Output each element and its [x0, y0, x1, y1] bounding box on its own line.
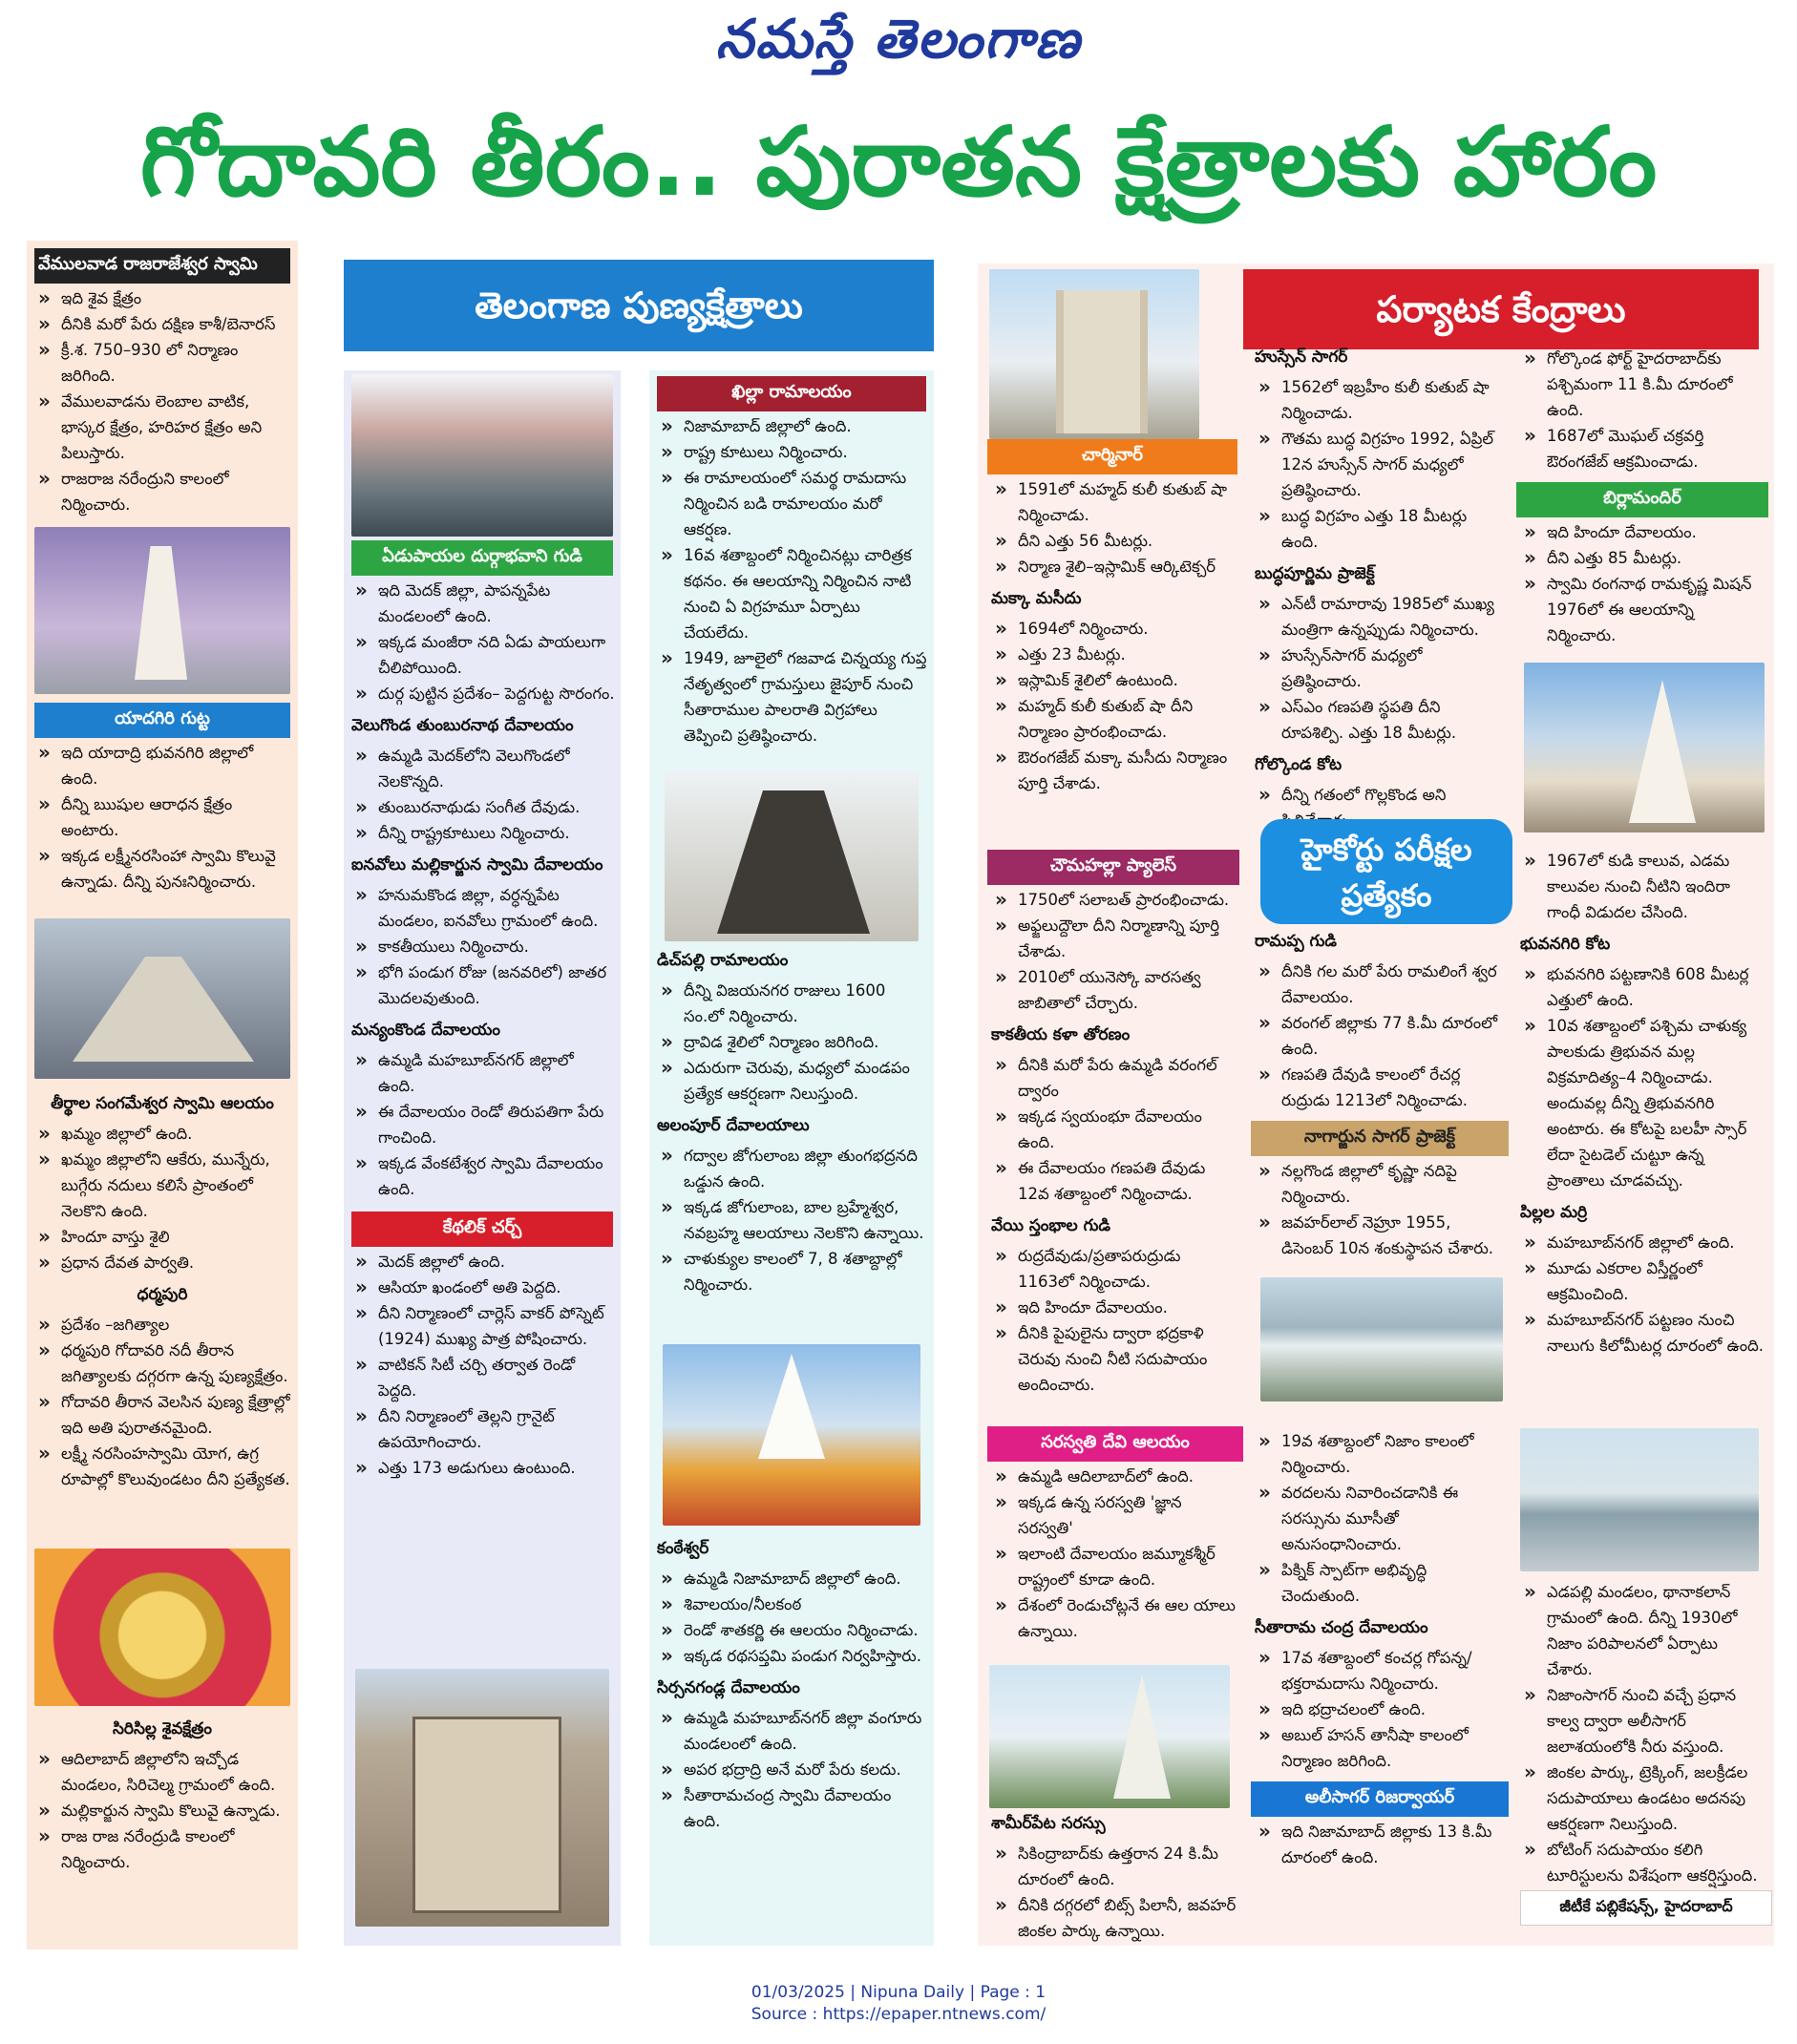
list-item: » ఇది భద్రాచలంలో ఉంది.	[1253, 1696, 1507, 1722]
list-item: » నిజామాబాద్ జిల్లాలో ఉంది.	[655, 413, 928, 439]
ramappa-list	[1247, 957, 1512, 1119]
masthead-logo: నమస్తే తెలంగాణ	[715, 8, 1082, 71]
list-item: » నిర్మాణ శైలి–ఇస్లామిక్ ఆర్కిటెక్చర్	[989, 554, 1236, 579]
dharmapuri-list	[27, 1310, 298, 1498]
thousand-list	[983, 1241, 1243, 1403]
list-item: » ఇక్కడ స్వయంభూ దేవాలయం ఉంది.	[989, 1104, 1237, 1155]
list-item: » ఖమ్మం జిల్లాలోని ఆకేరు, మున్నేరు, బుగ్గేరు నదులు కలిసే ప్రాంతంలో నెలకొని ఉంది.	[32, 1147, 292, 1224]
list-item: » దీనికి గల మరో పేరు రామలింగే శ్వర దేవాలయం.	[1253, 959, 1507, 1010]
list-item: » దుర్గ పుట్టిన ప్రదేశం– పెద్దగుట్ట సొరంగం.	[349, 681, 615, 706]
list-item: » గోల్కొండ ఫోర్ట్ హైదరాబాద్‌కు పశ్చిమంగా 11 కి.మీ దూరంలో ఉంది.	[1518, 346, 1766, 423]
list-item: » మల్లికార్జున స్వామి కొలువై ఉన్నాడు.	[32, 1798, 292, 1823]
middle-column-2	[649, 370, 934, 1946]
list-item: » దీని నిర్మాణంలో చార్లెస్ వాకర్ పోస్నెట్ (1924) ముఖ్య పాత్ర పోషించారు.	[349, 1300, 615, 1352]
list-item: » ఇక్కడ ఉన్న సరస్వతి 'జ్ఞాన సరస్వతి'	[989, 1489, 1241, 1541]
list-item: » హుస్సేన్‌సాగర్ మధ్యలో ప్రతిష్ఠించారు.	[1253, 643, 1507, 694]
list-item: » వాటికన్ సిటీ చర్చి తర్వాత రెండో పెద్దది.	[349, 1352, 615, 1403]
list-item: » అపర భద్రాద్రి అనే మరో పేరు కలదు.	[655, 1757, 928, 1782]
list-item: » ఇస్లామిక్ శైలిలో ఉంటుంది.	[989, 667, 1236, 693]
hussain-title: హుస్సేన్ సాగర్	[1255, 348, 1348, 367]
list-item: » ఉమ్మడి మహబూబ్‌నగర్ జిల్లాలో ఉంది.	[349, 1047, 615, 1099]
list-item: » ఎదురుగా చెరువు, మధ్యలో మండపం ప్రత్యేక ఆకర్షణగా నిలుస్తుంది.	[655, 1055, 928, 1106]
list-item: » చాళుక్యుల కాలంలో 7, 8 శతాబ్దాల్లో నిర్మించారు.	[655, 1246, 928, 1297]
list-item: » భోగి పండుగ రోజు (జనవరిలో) జాతర మొదలవుతుంది.	[349, 959, 615, 1011]
list-item: » ఇక్కడ వేంకటేశ్వర స్వామి దేవాలయం ఉంది.	[349, 1150, 615, 1202]
list-item: » 1750లో సలాబత్ ప్రారంభించాడు.	[989, 887, 1237, 913]
khilla-list	[649, 411, 934, 754]
kakatiya-title: కాకతీయ కళా తోరణం	[991, 1025, 1131, 1044]
list-item: » ఈ దేవాలయం రెండో తిరుపతిగా పేరు గాంచింది.	[349, 1099, 615, 1150]
list-item: » హనుమకొండ జిల్లా, వర్ధన్నపేట మండలం, ఐనవోలు గ్రామంలో ఉంది.	[349, 882, 615, 934]
list-item: » బోటింగ్ సదుపాయం కలిగి టూరిస్టులను విశేషంగా ఆకర్షిస్తుంది.	[1518, 1837, 1766, 1888]
list-item: » గద్వాల జోగులాంబ జిల్లా తుంగభద్రనది ఒడ్డున ఉంది.	[655, 1143, 928, 1194]
list-item: » కాకతీయులు నిర్మించారు.	[349, 934, 615, 959]
edupayala-photo	[351, 374, 613, 537]
edupayala-list	[344, 576, 621, 712]
bhuvanagiri-title: భువనగిరి కోట	[1520, 935, 1611, 954]
list-item: » దీనికి దగ్గరలో బిట్స్ పిలానీ, జవహర్ జింకల పార్కు ఉన్నాయి.	[989, 1892, 1241, 1944]
theertala-title: తీర్థాల సంగమేశ్వర స్వామి ఆలయం	[51, 1094, 274, 1113]
list-item: » 1949, జూలైలో గజవాడ చిన్నయ్య గుప్త నేతృత్వంలో గ్రామస్తులు జైపూర్ నుంచి సీతారాముల పాలరాతి విగ్రహాలు తెప్పించి ప్రతిష్ఠించారు.	[655, 645, 928, 748]
list-item: » ఇది శైవ క్షేత్రం	[32, 285, 292, 311]
list-item: » అబుల్ హసన్ తానీషా కాలంలో నిర్మాణం జరిగింది.	[1253, 1722, 1507, 1774]
vemulavada-title: వేములవాడ రాజరాజేశ్వర స్వామి	[34, 248, 290, 284]
list-item: » దీని ఎత్తు 56 మీటర్లు.	[989, 528, 1236, 554]
inavolu-list	[344, 880, 621, 1017]
ramappa-title: రామప్ప గుడి	[1255, 932, 1337, 951]
list-item: » ఇలాంటి దేవాలయం జమ్మూకశ్మీర్ రాష్ట్రంలో కూడా ఉంది.	[989, 1541, 1241, 1592]
list-item: » గౌతమ బుద్ధ విగ్రహం 1992, ఏప్రిల్ 12న హుస్సేన్ సాగర్ మధ్యలో ప్రతిష్ఠించారు.	[1253, 426, 1507, 503]
list-item: » ఎన్‌టీ రామారావు 1985లో ముఖ్య మంత్రిగా ఉన్నప్పుడు నిర్మించారు.	[1253, 591, 1507, 643]
page-headline: గోదావరి తీరం.. పురాతన క్షేత్రాలకు హారం	[139, 106, 1658, 218]
golconda-title: గోల్కొండ కోట	[1255, 755, 1342, 774]
manyamkonda-list	[344, 1045, 621, 1208]
basara-temple-photo	[989, 1665, 1230, 1808]
list-item: » దీన్ని ఋషుల ఆరాధన క్షేత్రం అంటారు.	[32, 791, 292, 843]
list-item: » దేశంలో రెండుచోట్లనే ఈ ఆల యాలు ఉన్నాయి.	[989, 1592, 1241, 1644]
chowmahalla-title: చౌమహల్లా ప్యాలెస్	[987, 850, 1239, 885]
charminar-list	[983, 474, 1241, 585]
list-item: » రాజరాజ నరేంద్రుని కాలంలో నిర్మించారు.	[32, 466, 292, 517]
list-item: » ఇది యాదాద్రి భువనగిరి జిల్లాలో ఉంది.	[32, 740, 292, 791]
list-item: » ధర్మపురి గోదావరి నదీ తీరాన జగిత్యాలకు దగ్గరగా ఉన్న పుణ్యక్షేత్రం.	[32, 1338, 292, 1389]
publisher-credit: జీటీకే పబ్లికేషన్స్, హైదరాబాద్	[1520, 1890, 1772, 1926]
hussain-list	[1247, 372, 1512, 560]
saraswati-title: సరస్వతి దేవి ఆలయం	[987, 1426, 1243, 1462]
birla-title: బిర్లామందిర్	[1516, 482, 1768, 517]
list-item: » పిక్నిక్ స్పాట్‌గా అభివృద్ధి చెందుతుంది.	[1253, 1557, 1507, 1609]
list-item: » మహబూబ్‌నగర్ పట్టణం నుంచి నాలుగు కిలోమీటర్ల దూరంలో ఉంది.	[1518, 1307, 1766, 1359]
list-item: » దీన్ని విజయనగర రాజులు 1600 సం.లో నిర్మించారు.	[655, 978, 928, 1029]
page-footer	[0, 1982, 1797, 2026]
list-item: » 16వ శతాబ్దంలో నిర్మించినట్లు చారిత్రక కథనం. ఈ ఆలయాన్ని నిర్మించిన నాటి నుంచి ఏ విగ్రహమూ ఏర్పాటు చేయలేదు.	[655, 542, 928, 645]
list-item: » ఉమ్మడి నిజామాబాద్ జిల్లాలో ఉంది.	[655, 1566, 928, 1591]
list-item: » 10వ శతాబ్దంలో పశ్చిమ చాళుక్య పాలకుడు త్రిభువన మల్ల విక్రమాదిత్య–4 నిర్మించాడు. అందువల్ల దీన్ని త్రిభువనగిరి అంటారు. ఈ కోటపై బలహీ స్సార్ లేదా సైటడెల్ చుట్టూ ఉన్న ప్రాంతాలు చూడవచ్చు.	[1518, 1013, 1766, 1193]
paryataka-banner: పర్యాటక కేంద్రాలు	[1243, 269, 1759, 349]
yadagiri-list	[27, 738, 298, 900]
list-item: » దీనికి మరో పేరు దక్షిణ కాశీ/బెనారస్	[32, 311, 292, 337]
dichpally-title: డిచ్‌పల్లి రామాలయం	[657, 951, 789, 970]
footer-source-line: Source : https://epaper.ntnews.com/	[751, 2005, 1046, 2024]
list-item: » 2010లో యునెస్కో వారసత్వ జాబితాలో చేర్చారు.	[989, 964, 1237, 1016]
saraswati-list	[983, 1462, 1247, 1650]
velugonda-list	[344, 741, 621, 852]
list-item: » జవహర్‌లాల్ నెహ్రూ 1955, డిసెంబర్ 10న శంకుస్థాపన చేశారు.	[1253, 1210, 1507, 1261]
theertala-list	[27, 1119, 298, 1281]
list-item: » ఎత్తు 23 మీటర్లు.	[989, 642, 1236, 667]
kanteshwar-list	[649, 1564, 934, 1675]
list-item: » దీని ఎత్తు 85 మీటర్లు.	[1518, 545, 1766, 571]
alisagar-list-cont	[1512, 1577, 1772, 1894]
list-item: » ఎత్తు 173 అడుగులు ఉంటుంది.	[349, 1455, 615, 1481]
vemulavada-list	[27, 284, 298, 523]
list-item: » మూడు ఎకరాల విస్తీర్ణంలో ఆక్రమించింది.	[1518, 1255, 1766, 1307]
list-item: » ఉమ్మడి మహబూబ్‌నగర్ జిల్లా వంగూరు మండలంలో ఉంది.	[655, 1705, 928, 1757]
sirisilla-title: సిరిసిల్ల శైవక్షేత్రం	[112, 1719, 213, 1738]
birla-list	[1512, 517, 1772, 654]
list-item: » 1967లో కుడి కాలువ, ఎడమ కాలువల నుంచి నీటిని ఇందిరా గాంధీ విడుదల చేసింది.	[1518, 848, 1766, 925]
middle-column-1	[344, 370, 621, 1946]
alampur-title: అలంపూర్ దేవాలయాలు	[657, 1116, 810, 1135]
list-item: » ఉమ్మడి మెదక్‌లోని వెలుగొండలో నెలకొన్నది.	[349, 743, 615, 794]
pillalamarri-list	[1512, 1228, 1772, 1364]
alisagar-list	[1247, 1817, 1512, 1876]
list-item: » రాష్ట్ర కూటులు నిర్మించారు.	[655, 439, 928, 465]
list-item: » సికింద్రాబాద్‌కు ఉత్తరాన 24 కి.మీ దూరంలో ఉంది.	[989, 1841, 1241, 1892]
medak-church-photo	[355, 1669, 609, 1927]
list-item: » 1687లో మొఘల్ చక్రవర్తి ఔరంగజేబ్ ఆక్రమించాడు.	[1518, 423, 1766, 474]
nizamsagar-list	[1512, 846, 1772, 931]
list-item: » రుద్రదేవుడు/ప్రతాపరుద్రుడు 1163లో నిర్మించాడు.	[989, 1243, 1237, 1295]
charminar-photo	[989, 269, 1199, 439]
list-item: » ఈ దేవాలయం గణపతి దేవుడు 12వ శతాబ్దంలో నిర్మించాడు.	[989, 1155, 1237, 1207]
list-item: » తుంబురనాథుడు సంగీత దేవుడు.	[349, 794, 615, 820]
dichpally-temple-photo	[665, 771, 919, 941]
mecca-list	[983, 614, 1241, 802]
bhuvanagiri-list	[1512, 959, 1772, 1199]
list-item: » స్వామి రంగనాథ రామకృష్ణ మిషన్ 1976లో ఈ ఆలయాన్ని నిర్మించారు.	[1518, 571, 1766, 648]
list-item: » ప్రదేశం –జగిత్యాల	[32, 1312, 292, 1338]
list-item: » దీనికి పైపులైను ద్వారా భద్రకాళి చెరువు నుంచి నీటి సదుపాయం అందించారు.	[989, 1320, 1237, 1398]
list-item: » మహబూబ్‌నగర్ జిల్లాలో ఉంది.	[1518, 1230, 1766, 1255]
buddha-title: బుద్ధపూర్ణిమ ప్రాజెక్ట్	[1255, 564, 1375, 583]
list-item: » నల్లగొండ జిల్లాలో కృష్ణా నదిపై నిర్మించారు.	[1253, 1158, 1507, 1210]
sirnagandla-title: సిర్సనగండ్ల దేవాలయం	[657, 1678, 800, 1697]
seetharama-list	[1247, 1643, 1512, 1780]
buddha-list	[1247, 589, 1512, 751]
list-item: » దీన్ని గతంలో గొల్లకొండ అని	[1253, 782, 1507, 833]
list-item: » సీతారామచంద్ర స్వామి దేవాలయం ఉంది.	[655, 1782, 928, 1834]
list-item: » దీనికి మరో పేరు ఉమ్మడి వరంగల్ ద్వారం	[989, 1052, 1237, 1104]
list-item: » వేములవాడను లెంబాల వాటిక, భాస్కర క్షేత్రం, హరిహర క్షేత్రం అని పిలుస్తారు.	[32, 389, 292, 466]
footer-date-line: 01/03/2025 | Nipuna Daily | Page : 1	[751, 1983, 1046, 2002]
list-item: » మహ్మద్ కులీ కుతుబ్ షా దీని నిర్మాణం ప్రారంభించాడు.	[989, 693, 1236, 745]
list-item: » ఇక్కడ లక్ష్మీనరసింహా స్వామి కొలువై ఉన్నాడు. దీన్ని పునఃనిర్మించారు.	[32, 843, 292, 895]
nagarjuna-sagar-photo	[1260, 1277, 1503, 1401]
list-item: » అఫ్జలుద్దౌలా దీని నిర్మాణాన్ని పూర్తి చేశాడు.	[989, 913, 1237, 964]
punyakshetralu-banner: తెలంగాణ పుణ్యక్షేత్రాలు	[344, 260, 934, 351]
inavolu-title: ఐనవోలు మల్లికార్జున స్వామి దేవాలయం	[351, 855, 603, 874]
list-item: » రాజ రాజ నరేంద్రుడి కాలంలో నిర్మించారు.	[32, 1823, 292, 1875]
thousand-title: వేయి స్తంభాల గుడి	[991, 1216, 1110, 1235]
golconda-list-cont	[1512, 344, 1772, 480]
highcourt-badge: హైకోర్టు పరీక్షల ప్రత్యేకం	[1260, 819, 1512, 924]
list-item: » బుద్ధ విగ్రహం ఎత్తు 18 మీటర్లు ఉంది.	[1253, 503, 1507, 555]
kanteshwar-title: కంఠేశ్వర్	[657, 1539, 709, 1558]
list-item: » 1694లో నిర్మించారు.	[989, 616, 1236, 642]
sirnagandla-list	[649, 1703, 934, 1840]
vemulavada-temple-photo	[34, 527, 290, 694]
sirisilla-list	[27, 1744, 298, 1881]
shamirpet-title: శామీర్‌పేట సరస్సు	[991, 1814, 1106, 1833]
shamirpet-list	[983, 1839, 1247, 1949]
dichpally-list	[649, 976, 934, 1112]
list-item: » శివాలయం/నీలకంఠ	[655, 1591, 928, 1617]
list-item: » దీని నిర్మాణంలో తెల్లని గ్రానైట్ ఉపయోగించారు.	[349, 1403, 615, 1455]
yadagiri-title: యాదగిరి గుట్ట	[34, 703, 290, 738]
list-item: » క్రీ.శ. 750–930 లో నిర్మాణం జరిగింది.	[32, 337, 292, 389]
list-item: » వరంగల్ జిల్లాకు 77 కి.మీ దూరంలో ఉంది.	[1253, 1010, 1507, 1062]
list-item: » గోదావరి తీరాన వెలసిన పుణ్య క్షేత్రాల్లో ఇది అతి పురాతనమైంది.	[32, 1389, 292, 1441]
list-item: » లక్ష్మీ నరసింహస్వామి యోగ, ఉగ్ర రూపాల్లో కొలువుండటం దీని ప్రత్యేకత.	[32, 1441, 292, 1492]
list-item: » మెదక్ జిల్లాలో ఉంది.	[349, 1249, 615, 1275]
list-item: » ఇక్కడ జోగులాంబ, బాల బ్రహ్మేశ్వర, నవబ్రహ్మ ఆలయాలు నెలకొని ఉన్నాయి.	[655, 1194, 928, 1246]
church-title: కేథలిక్ చర్చ్	[351, 1212, 613, 1247]
alisagar-reservoir-photo	[1520, 1428, 1759, 1571]
list-item: » దీన్ని రాష్ట్రకూటులు నిర్మించారు.	[349, 820, 615, 846]
list-item: » ద్రావిడ శైలిలో నిర్మాణం జరిగింది.	[655, 1029, 928, 1055]
list-item: » ఇక్కడ మంజీరా నది ఏడు పాయలుగా చీలిపోయింది.	[349, 629, 615, 681]
sirisilla-shrine-photo	[34, 1549, 290, 1706]
list-item: » జింకల పార్కు, ట్రెక్కింగ్, జలక్రీడల సదుపాయాలు ఉండటం అదనపు ఆకర్షణగా నిలుస్తుంది.	[1518, 1760, 1766, 1837]
list-item: » 1562లో ఇబ్రహీం కులీ కుతుబ్ షా నిర్మించాడు.	[1253, 374, 1507, 426]
list-item: » 1591లో మహ్మద్ కులీ కుతుబ్ షా నిర్మించాడు.	[989, 476, 1236, 528]
alisagar-title: అలీసాగర్ రిజర్వాయర్	[1251, 1781, 1509, 1817]
nagarjuna-title: నాగార్జున సాగర్ ప్రాజెక్ట్	[1251, 1121, 1509, 1156]
left-column	[27, 241, 298, 1949]
kanteshwar-temple-photo	[663, 1344, 920, 1526]
list-item: » 19వ శతాబ్దంలో నిజాం కాలంలో నిర్మించారు.	[1253, 1428, 1507, 1480]
list-item: » ఎడపల్లి మండలం, థానాకలాన్ గ్రామంలో ఉంది. దీన్ని 1930లో నిజాం పరిపాలనలో ఏర్పాటు చేశారు.	[1518, 1579, 1766, 1682]
dharmapuri-title: ధర్మపురి	[137, 1285, 188, 1304]
shamirpet-list-cont	[1247, 1426, 1512, 1614]
list-item: » ఆదిలాబాద్ జిల్లాలోని ఇచ్చోడ మండలం, సిరిచెల్మ గ్రామంలో ఉంది.	[32, 1746, 292, 1798]
list-item: » ఇది నిజామాబాద్ జిల్లాకు 13 కి.మీ దూరంలో ఉంది.	[1253, 1819, 1507, 1870]
list-item: » గణపతి దేవుడి కాలంలో రేచర్ల రుద్రుడు 1213లో నిర్మించాడు.	[1253, 1062, 1507, 1113]
list-item: » ఆసియా ఖండంలో అతి పెద్దది.	[349, 1275, 615, 1300]
list-item: » ఈ రామాలయంలో సమర్థ రామదాసు నిర్మించిన బడి రామాలయం మరో ఆకర్షణ.	[655, 465, 928, 542]
list-item: » వరదలను నివారించడానికి ఈ సరస్సును మూసీతో అనుసంధానించారు.	[1253, 1480, 1507, 1557]
khilla-title: ఖిల్లా రామాలయం	[657, 376, 926, 411]
list-item: » ప్రధాన దేవత పార్వతి.	[32, 1250, 292, 1275]
list-item: » ఇది హిందూ దేవాలయం.	[1518, 519, 1766, 545]
pillalamarri-title: పిల్లల మర్రి	[1520, 1203, 1588, 1222]
mecca-title: మక్కా మసీదు	[991, 589, 1082, 608]
list-item: » ఎస్ఎం గణపతి స్థపతి దీని రూపశిల్పి. ఎత్తు 18 మీటర్లు.	[1253, 694, 1507, 746]
list-item: » ఇది మెదక్ జిల్లా, పాపన్నపేట మండలంలో ఉంది.	[349, 578, 615, 629]
manyamkonda-title: మన్యంకొండ దేవాలయం	[351, 1021, 500, 1040]
yadagiri-temple-photo	[34, 918, 290, 1079]
alampur-list	[649, 1141, 934, 1303]
chowmahalla-list	[983, 885, 1243, 1022]
charminar-title: చార్మినార్	[987, 439, 1237, 474]
list-item: » రెండో శాతకర్ణి ఈ ఆలయం నిర్మించాడు.	[655, 1617, 928, 1643]
church-list	[344, 1247, 621, 1486]
seetharama-title: సీతారామ చంద్ర దేవాలయం	[1255, 1618, 1428, 1637]
list-item: » నిజాంసాగర్ నుంచి వచ్చే ప్రధాన కాల్వ ద్వారా అలీసాగర్ జలాశయంలోకి నీరు వస్తుంది.	[1518, 1682, 1766, 1760]
velugonda-title: వెలుగొండ తుంబురనాథ దేవాలయం	[351, 716, 574, 735]
list-item: » ఔరంగజేబ్ మక్కా మసీదు నిర్మాణం పూర్తి చేశాడు.	[989, 745, 1236, 796]
list-item: » భువనగిరి పట్టణానికి 608 మీటర్ల ఎత్తులో ఉంది.	[1518, 961, 1766, 1013]
kakatiya-list	[983, 1050, 1243, 1212]
list-item: » హిందూ వాస్తు శైలి	[32, 1224, 292, 1250]
edupayala-title: ఏడుపాయల దుర్గాభవాని గుడి	[351, 540, 613, 576]
list-item: » ఇక్కడ రథసప్తమి పండుగ నిర్వహిస్తారు.	[655, 1643, 928, 1669]
list-item: » ఇది హిందూ దేవాలయం.	[989, 1295, 1237, 1320]
list-item: » ఖమ్మం జిల్లాలో ఉంది.	[32, 1121, 292, 1147]
list-item: » 17వ శతాబ్దంలో కంచర్ల గోపన్న/భక్తరామదాసు నిర్మించారు.	[1253, 1645, 1507, 1696]
list-item: » ఉమ్మడి ఆదిలాబాద్‌లో ఉంది.	[989, 1464, 1241, 1489]
nagarjuna-list	[1247, 1156, 1512, 1267]
birla-mandir-photo	[1524, 663, 1765, 832]
